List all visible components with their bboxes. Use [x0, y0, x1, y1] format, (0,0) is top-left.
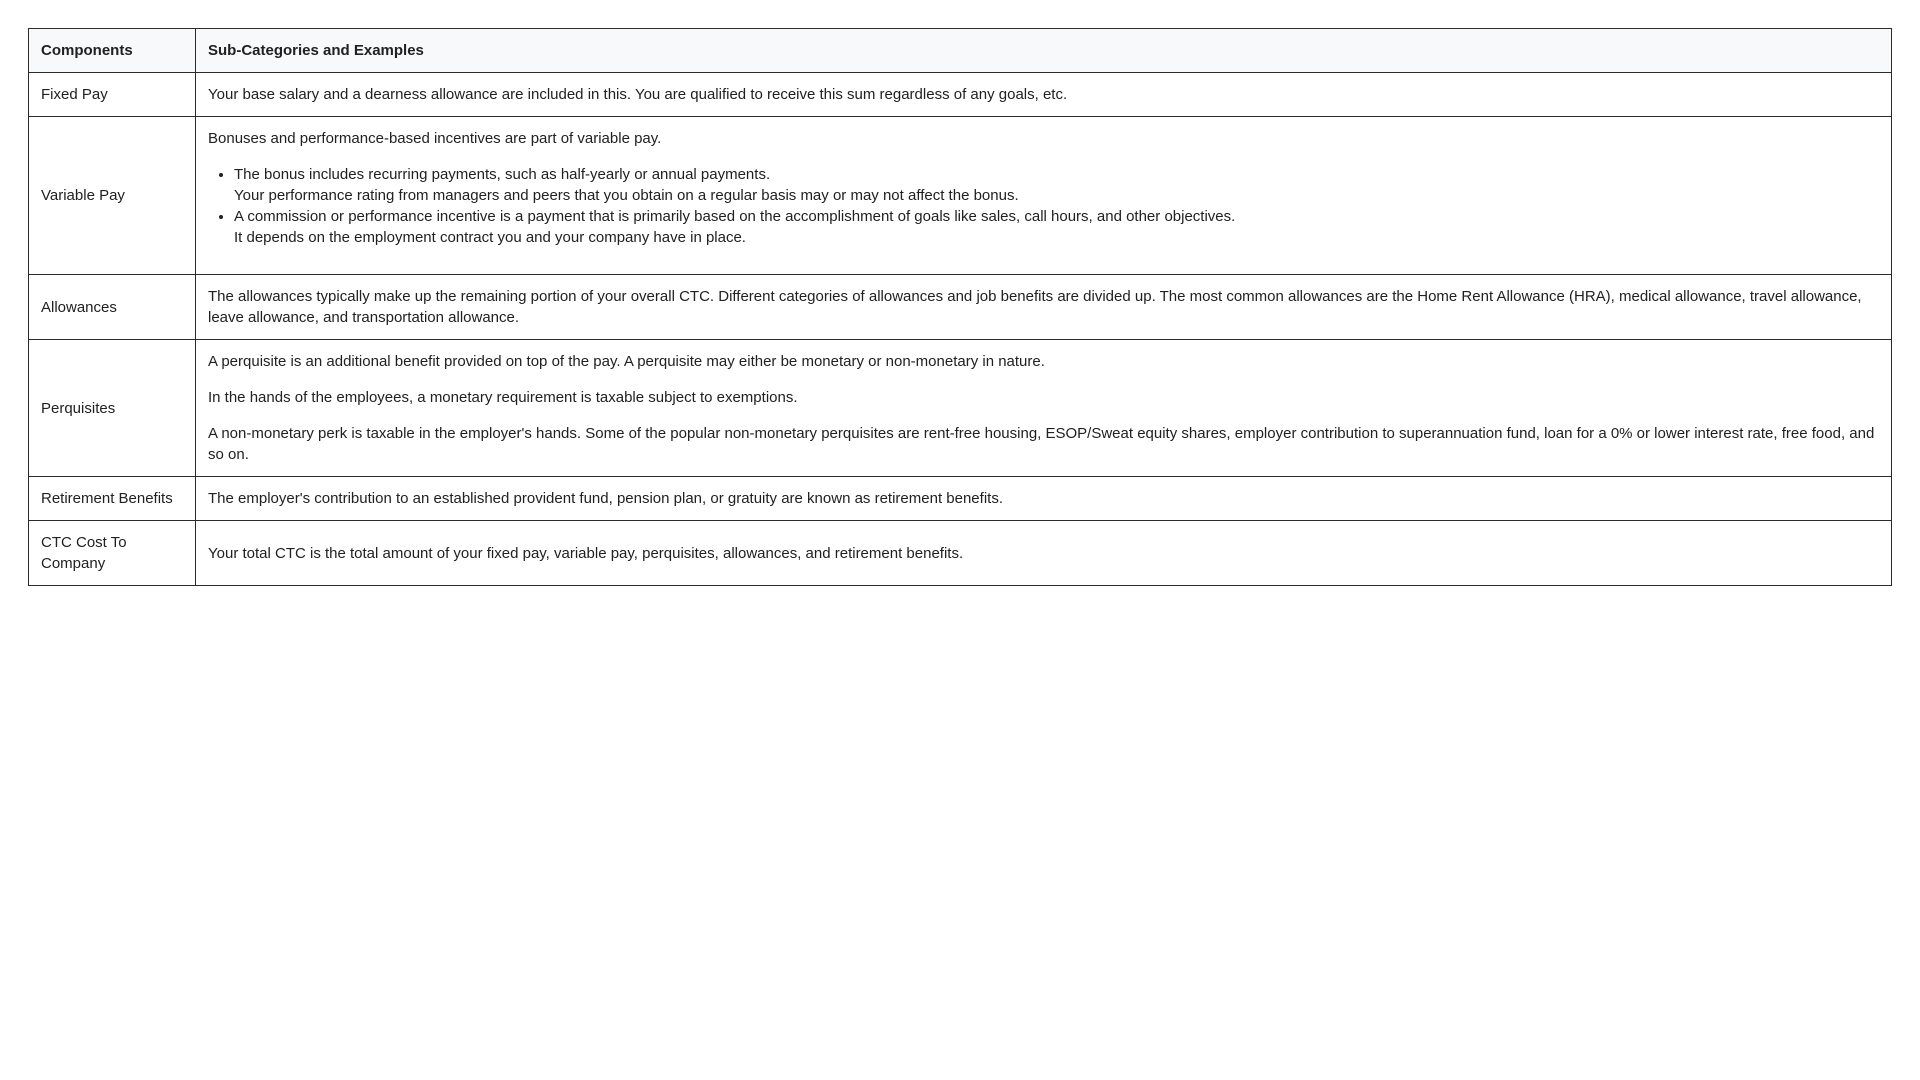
list-item: [234, 206, 1879, 248]
detail-list: [208, 164, 1879, 248]
list-item-line: A commission or performance incentive is a payment that is primarily based on the accomplishment of goals like sales, call hours, and other objectives.: [234, 208, 1236, 225]
detail-paragraph: Bonuses and performance-based incentives are part of variable pay.: [208, 130, 662, 147]
details-cell: [196, 275, 1892, 340]
detail-paragraph: Your base salary and a dearness allowance are included in this. You are qualified to receive this sum regardless of any goals, etc.: [208, 86, 1068, 103]
component-cell: Fixed Pay: [29, 73, 196, 117]
column-header-subcategories: Sub-Categories and Examples: [196, 29, 1892, 73]
component-cell: Variable Pay: [29, 117, 196, 275]
detail-paragraph: The employer's contribution to an established provident fund, pension plan, or gratuity are known as retirement benefits.: [208, 490, 1003, 507]
details-cell: [196, 521, 1892, 586]
ctc-components-table: [28, 28, 1892, 586]
table-body: [29, 73, 1892, 586]
detail-paragraph: Your total CTC is the total amount of your fixed pay, variable pay, perquisites, allowances, and retirement benefits.: [208, 544, 964, 562]
component-cell: Retirement Benefits: [29, 477, 196, 521]
details-cell: [196, 117, 1892, 275]
table-row: [29, 275, 1892, 340]
component-cell: Allowances: [29, 275, 196, 340]
details-cell: [196, 477, 1892, 521]
list-item-line: Your performance rating from managers and peers that you obtain on a regular basis may or may not affect the bonus.: [234, 187, 1019, 204]
table-row: [29, 117, 1892, 275]
detail-paragraph: The allowances typically make up the remaining portion of your overall CTC. Different categories of allowances and job benefits are divided up. The most common allowances are the Home Rent Allowance (HRA), medical allowance, travel allowance, leave allowance, and transportation allowance.: [208, 288, 1862, 326]
column-header-components: Components: [29, 29, 196, 73]
details-cell: [196, 73, 1892, 117]
details-cell: [196, 340, 1892, 477]
list-item-line: It depends on the employment contract you and your company have in place.: [234, 229, 746, 246]
detail-paragraph: A non-monetary perk is taxable in the employer's hands. Some of the popular non-monetary perquisites are rent-free housing, ESOP/Sweat equity shares, employer contribution to superannuation fund, loan for a 0% or lower interest rate, free food, and so on.: [208, 425, 1875, 463]
table-row: [29, 340, 1892, 477]
component-cell: CTC Cost To Company: [29, 521, 196, 586]
table-row: [29, 73, 1892, 117]
table-header: [29, 29, 1892, 73]
component-cell: Perquisites: [29, 340, 196, 477]
header-row: [29, 29, 1892, 73]
detail-paragraph: In the hands of the employees, a monetary requirement is taxable subject to exemptions.: [208, 389, 798, 406]
table-row: [29, 477, 1892, 521]
detail-paragraph: A perquisite is an additional benefit provided on top of the pay. A perquisite may either be monetary or non-monetary in nature.: [208, 353, 1045, 370]
table-row: [29, 521, 1892, 586]
list-item-line: The bonus includes recurring payments, such as half-yearly or annual payments.: [234, 166, 771, 183]
list-item: [234, 164, 1879, 206]
